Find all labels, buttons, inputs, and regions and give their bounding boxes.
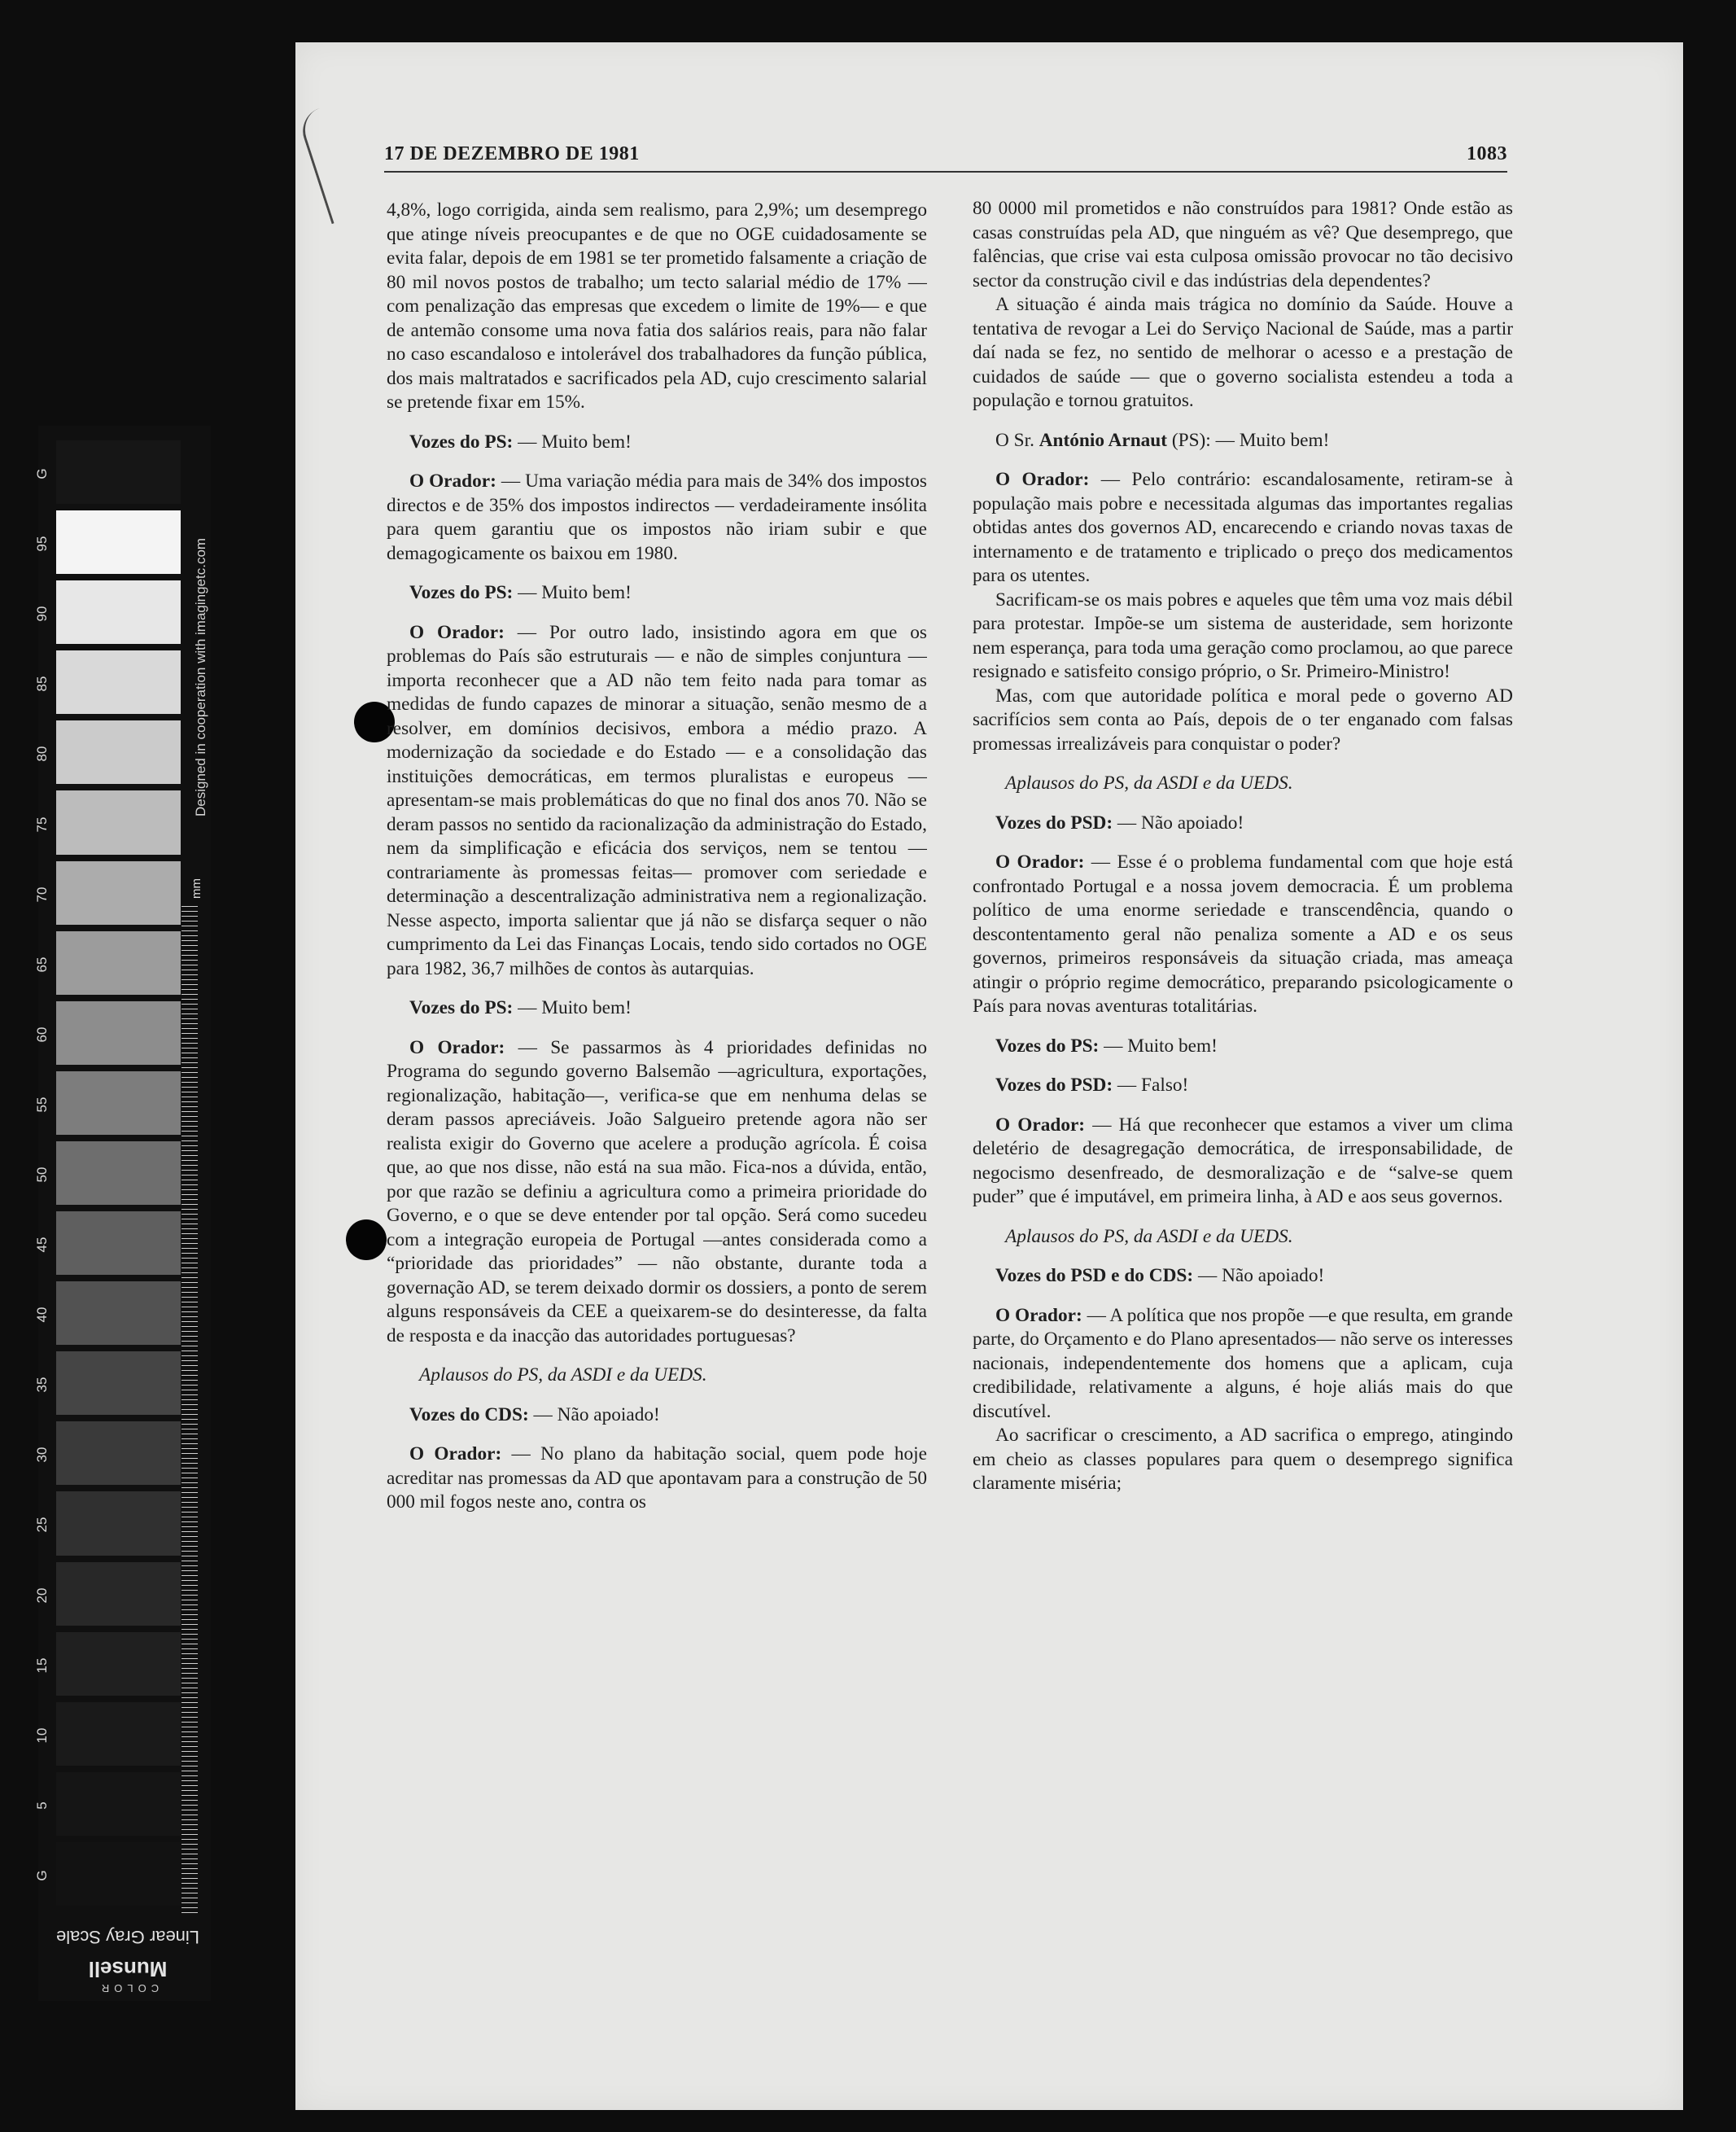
speech-text: — Muito bem! (1099, 1035, 1218, 1057)
gray-patch (56, 861, 181, 925)
speaker-paragraph (387, 1442, 927, 1515)
gray-patch (56, 1702, 181, 1766)
text-paragraph (973, 1424, 1513, 1496)
speaker-paragraph (387, 1036, 927, 1349)
speaker-name: O Orador: (409, 471, 496, 492)
gray-patch (56, 440, 181, 504)
text-paragraph (973, 685, 1513, 757)
right-column (973, 197, 1513, 1907)
speech-text: Mas, com que autoridade política e moral pede o governo AD sacrifícios sem conta ao País, depois de o ter enganado com falsas promessas irrealizáveis para conquistar o poder? (973, 685, 1513, 755)
patch-label: 90 (34, 606, 50, 622)
speaker-paragraph (973, 1114, 1513, 1210)
text-paragraph (973, 589, 1513, 685)
left-column (387, 199, 927, 1908)
pen-mark (296, 105, 365, 224)
patch-label: 5 (34, 1801, 50, 1810)
patch-label: G (34, 1870, 50, 1881)
speaker-name: Vozes do PS: (409, 431, 514, 453)
speaker-paragraph (973, 1304, 1513, 1425)
patch-label: 75 (34, 816, 50, 832)
gray-patch (56, 1562, 181, 1626)
scale-credit: Designed in cooperation with imagingetc.com (193, 537, 208, 816)
speaker-paragraph (973, 1035, 1513, 1059)
patch-label: 65 (34, 957, 50, 973)
applause-note: Aplausos do PS, da ASDI e da UEDS. (1005, 1225, 1293, 1247)
gray-patch (56, 650, 181, 714)
speaker-name: Vozes do PS: (409, 997, 514, 1018)
speaker-name: O Orador: (409, 1036, 505, 1058)
speech-text: — Se passarmos às 4 prioridades definidas no Programa do segundo governo Balsemão —agricultura, exportações, regionalização, habitação—, verifica-se que em nenhuma delas se deram passos apreciáveis. João Salgueiro pretende agora não ser realista exigir do Governo que acelere a produção agrícola. É coisa que, ao que nos disse, não está na sua mão. Fica-nos a dúvida, então, por que razão se definiu a agricultura como a primeira prioridade do Governo, e o que se deve entender por tal opção. Será como sucedeu com a integração europeia de Portugal —antes considerada como a “prioridade das prioridades” — não obstante, durante toda a governação AD, se terem deixado dormir os dossiers, a ponto de serem alguns responsáveis da CEE a queixarem-se do desinteresse, da falta de resposta e da inacção das autoridades portuguesas? (387, 1036, 927, 1346)
speaker-paragraph (387, 470, 927, 566)
gray-patch (56, 931, 181, 995)
speech-text: — Não apoiado! (528, 1403, 660, 1425)
speech-text: Sacrificam-se os mais pobres e aqueles que têm uma voz mais débil para protestar. Impõe-se um sistema de austeridade, sem horizonte nem esperança, para toda uma geração como proclamou, ao que parece resignado e satisfeito consigo próprio, o Sr. Primeiro-Ministro! (973, 589, 1513, 682)
speaker-paragraph (973, 468, 1513, 589)
patch-label: 35 (34, 1377, 50, 1393)
speaker-paragraph (387, 1403, 927, 1428)
document-page (295, 42, 1683, 2110)
speech-text: — Por outro lado, insistindo agora em que os problemas do País são estruturais — e não de simples conjuntura — importa reconhecer que a AD não tem feito nada para tomar as medidas de fundo capazes de minorar a situação, senão mesmo de a resolver, em domínios decisivos, embora a médio prazo. A modernização da sociedade e do Estado — e a consolidação das instituições democráticas, em termos pluralistas e europeus — apresentam-se mais problemáticas do que no final dos anos 70. Não se deram passos no sentido da racionalização da administração do Estado, nem da simplificação e eficácia dos serviços, nem se tentou —contrariamente às promessas feitas— promover com seriedade e determinação a descentralização administrativa nem a regionalização. Nesse aspecto, importa salientar que já não se disfarça sequer o não cumprimento da Lei das Finanças Locais, tendo sido cortados no OGE para 1982, 36,7 milhões de contos às autarquias. (387, 621, 927, 979)
speech-text: — Muito bem! (513, 582, 632, 603)
speech-text: — Não apoiado! (1113, 812, 1244, 834)
speech-text: Ao sacrificar o crescimento, a AD sacrifica o emprego, atingindo em cheio as classes populares para quem o desemprego significa claramente miséria; (973, 1425, 1513, 1494)
gray-patch (56, 1071, 181, 1135)
patch-label: 55 (34, 1097, 50, 1113)
speech-text: — Muito bem! (513, 997, 632, 1018)
gray-patch (56, 1141, 181, 1205)
patch-label: 15 (34, 1657, 50, 1674)
speech-text: 4,8%, logo corrigida, ainda sem realismo, para 2,9%; um desemprego que atinge níveis preocupantes e de que no OGE cuidadosamente se evita falar, depois de em 1981 se ter prometido falsamente a criação de 80 mil novos postos de trabalho; um tecto salarial médio de 17% —com penalização das empresas que excedem o limite de 19%— e que de antemão consome uma nova fatia dos salários reais, para não falar no caso escandaloso e intolerável dos trabalhadores da função pública, dos mais maltratados e sacrificados pela AD, cujo crescimento salarial se pretende fixar em 15%. (387, 199, 927, 413)
speaker-name: O Orador: (409, 621, 505, 643)
speech-text: — Muito bem! (513, 431, 632, 453)
speaker-name: Vozes do PSD: (995, 812, 1113, 834)
speech-text: — Há que reconhecer que estamos a viver um clima deletério de desagregação democrática, de irresponsabilidade, de negocismo desenfreado, de desmoralização e de “salve-se quem puder” que é imputável, em primeira linha, à AD e aos seus governos. (973, 1114, 1513, 1207)
speech-text: — Pelo contrário: escandalosamente, retiram-se à população mais pobre e necessitada algumas das importantes regalias obtidas antes dos governos AD, encarecendo e criando novas taxas de internamento e de tratamento e triplicado o preço dos medicamentos para os utentes. (973, 469, 1513, 586)
speaker-prefix: O Sr. (995, 429, 1039, 451)
punch-hole (346, 1219, 387, 1260)
gray-patch (56, 1772, 181, 1836)
text-paragraph (387, 199, 927, 415)
speaker-name: O Orador: (995, 1114, 1086, 1136)
speaker-name: Vozes do PS: (409, 582, 514, 603)
patch-label: 10 (34, 1727, 50, 1744)
patch-label: G (34, 468, 50, 479)
gray-patch (56, 1281, 181, 1345)
page-header (384, 143, 1507, 173)
speaker-name: O Orador: (995, 469, 1090, 490)
patch-label: 60 (34, 1027, 50, 1043)
gray-patch (56, 1001, 181, 1065)
mm-label: mm (190, 878, 203, 899)
patch-label: 45 (34, 1237, 50, 1253)
gray-patch (56, 1211, 181, 1275)
speech-text: (PS): — Muito bem! (1167, 429, 1330, 451)
speaker-paragraph (973, 812, 1513, 836)
speech-text: A situação é ainda mais trágica no domínio da Saúde. Houve a tentativa de revogar a Lei do Serviço Nacional de Saúde, mas a partir daí nada se fez, no sentido de melhorar o acesso e a prestação de cuidados de saúde — que o governo socialista estendeu a toda a população e tornou gratuitos. (973, 294, 1513, 411)
page-number: 1083 (1467, 143, 1507, 164)
speaker-name: O Orador: (409, 1443, 502, 1464)
applause-note: Aplausos do PS, da ASDI e da UEDS. (1005, 773, 1293, 794)
munsell-logo: Munsell (88, 1957, 168, 1981)
speaker-paragraph (973, 851, 1513, 1019)
mm-ruler (181, 906, 198, 1915)
speaker-name: Vozes do PSD: (995, 1075, 1113, 1096)
text-paragraph (973, 293, 1513, 414)
speech-text: — A política que nos propõe —e que resulta, em grande parte, do Orçamento e do Plano apresentados— não serve os interesses nacionais, independentemente dos homens que a aplicam, cuja credibilidade, relativamente a alguns, é hoje aliás mais do que discutível. (973, 1304, 1513, 1422)
speaker-name: Vozes do PS: (995, 1035, 1100, 1057)
speaker-name: O Orador: (995, 851, 1085, 873)
gray-patch (56, 1491, 181, 1555)
patch-label: 50 (34, 1167, 50, 1183)
speaker-paragraph (387, 431, 927, 455)
patch-label: 95 (34, 536, 50, 552)
speaker-paragraph (973, 1074, 1513, 1098)
gray-patch (56, 1632, 181, 1696)
patch-label: 70 (34, 887, 50, 903)
gray-patch (56, 1842, 181, 1906)
speaker-name: Vozes do PSD e do CDS: (995, 1265, 1194, 1286)
gray-scale-card (34, 426, 211, 2001)
speaker-paragraph (387, 996, 927, 1021)
gray-patches (34, 440, 181, 1912)
speaker-paragraph (973, 429, 1513, 453)
speech-text: — Uma variação média para mais de 34% dos impostos directos e de 35% dos impostos indirectos — verdadeiramente insólita para quem garantiu que os impostos não iriam subir e que demagogicamente os baixou em 1980. (387, 471, 927, 564)
gray-patch (56, 720, 181, 784)
patch-label: 25 (34, 1517, 50, 1533)
gray-patch (56, 580, 181, 644)
patch-label: 85 (34, 676, 50, 692)
applause-note: Aplausos do PS, da ASDI e da UEDS. (419, 1364, 707, 1386)
speaker-name: António Arnaut (1039, 429, 1168, 451)
gray-patch (56, 510, 181, 574)
patch-label: 30 (34, 1447, 50, 1463)
header-date: 17 DE DEZEMBRO DE 1981 (384, 143, 640, 164)
munsell-color-label: COLOR (96, 1982, 160, 1994)
text-paragraph (973, 197, 1513, 293)
gray-patch (56, 790, 181, 854)
patch-label: 80 (34, 746, 50, 762)
speech-text: — Falso! (1113, 1075, 1189, 1096)
speech-text: — Não apoiado! (1193, 1265, 1325, 1286)
patch-label: 20 (34, 1587, 50, 1604)
gray-patch (56, 1351, 181, 1415)
speech-text: — Esse é o problema fundamental com que hoje está confrontado Portugal e a nossa jovem democracia. É um problema político de uma enorme seriedade e transcendência, quando o descontentamento geral não penaliza somente a AD e os seus governos, primeiros responsáveis da situação criada, mas ameaça atingir o próprio regime democrático, preparando psicologicamente o País para novas aventuras totalitárias. (973, 851, 1513, 1017)
speaker-name: Vozes do CDS: (409, 1403, 529, 1425)
patch-label: 40 (34, 1307, 50, 1323)
scale-title: Linear Gray Scale (55, 1927, 200, 1947)
speaker-name: O Orador: (995, 1304, 1082, 1326)
speech-text: — No plano da habitação social, quem pode hoje acreditar nas promessas da AD que apontavam para a construção de 50 000 mil fogos neste ano, contra os (387, 1443, 927, 1513)
speech-text: 80 0000 mil prometidos e não construídos para 1981? Onde estão as casas construídas pela AD, que ninguém as vê? Que desemprego, que falências, que crise vai esta culposa omissão provocar no tão decisivo sector da construção civil e das indústrias dela dependentes? (973, 198, 1513, 291)
speaker-paragraph (973, 1264, 1513, 1289)
gray-patch (56, 1421, 181, 1485)
speaker-paragraph (387, 581, 927, 606)
speaker-paragraph (387, 621, 927, 982)
